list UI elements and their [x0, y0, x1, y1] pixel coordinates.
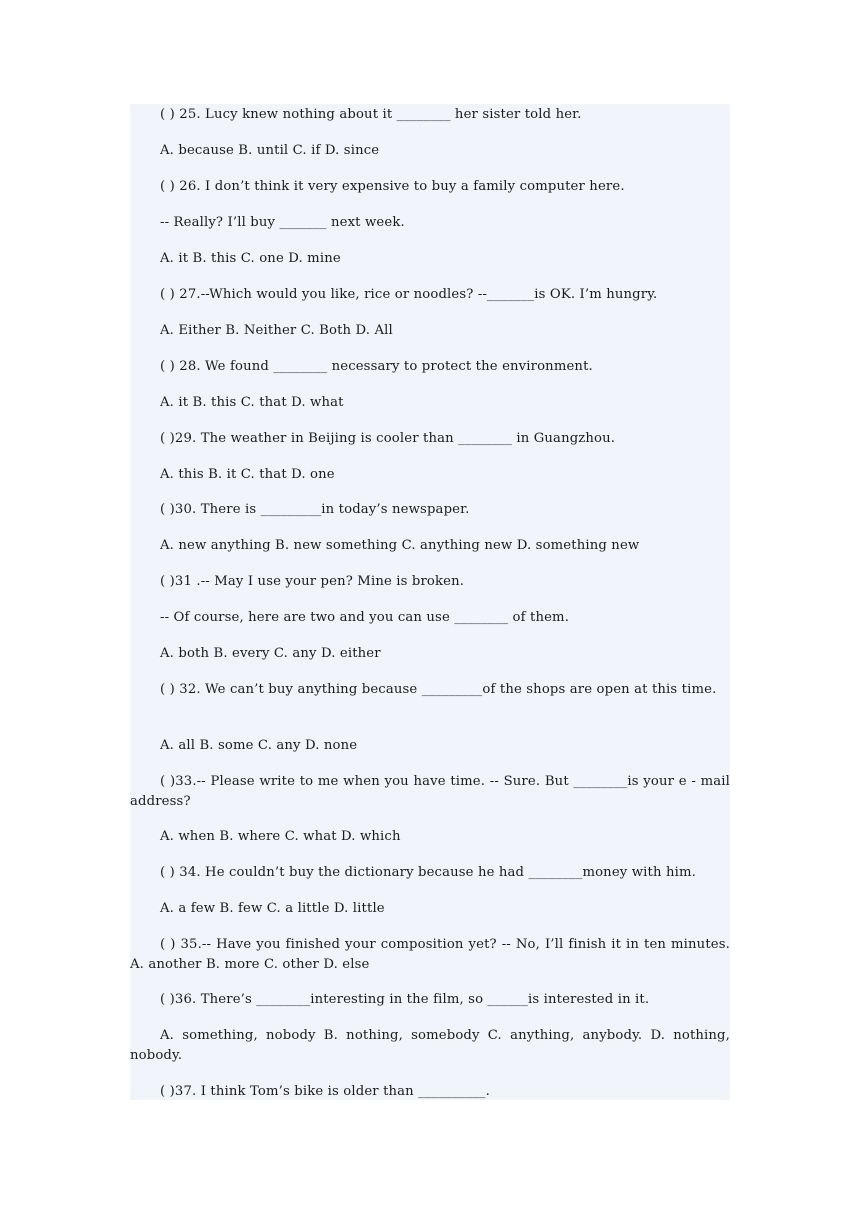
- question-25: ( ) 25. Lucy knew nothing about it ________ her sister told her.: [160, 107, 582, 122]
- question-35: ( ) 35.-- Have you finished your composition yet? -- No, I’ll finish it in ten minutes. A. another B. more C. other D. else: [130, 937, 735, 972]
- options-27: A. Either B. Neither C. Both D. All: [160, 323, 393, 338]
- question-30: ( )30. There is _________in today’s newspaper.: [160, 502, 470, 517]
- question-26: ( ) 26. I don’t think it very expensive to buy a family computer here.: [160, 179, 625, 194]
- options-34: A. a few B. few C. a little D. little: [160, 901, 385, 916]
- question-26-reply: -- Really? I’ll buy _______ next week.: [160, 215, 405, 230]
- question-31-reply: -- Of course, here are two and you can use ________ of them.: [160, 610, 570, 625]
- question-37: ( )37. I think Tom’s bike is older than __________.: [160, 1084, 490, 1099]
- question-34: ( ) 34. He couldn’t buy the dictionary because he had ________money with him.: [160, 865, 696, 880]
- options-30: A. new anything B. new something C. anything new D. something new: [160, 538, 640, 553]
- question-27: ( ) 27.--Which would you like, rice or noodles? --_______is OK. I’m hungry.: [160, 287, 658, 302]
- options-29: A. this B. it C. that D. one: [160, 467, 335, 482]
- question-29: ( )29. The weather in Beijing is cooler than ________ in Guangzhou.: [160, 431, 616, 446]
- options-33: A. when B. where C. what D. which: [160, 829, 401, 844]
- exercise-sheet: [130, 104, 735, 1100]
- options-25: A. because B. until C. if D. since: [160, 143, 380, 158]
- question-36: ( )36. There’s ________interesting in the film, so ______is interested in it.: [160, 992, 650, 1007]
- options-26: A. it B. this C. one D. mine: [160, 251, 341, 266]
- question-31: ( )31 .-- May I use your pen? Mine is broken.: [160, 574, 465, 589]
- options-31: A. both B. every C. any D. either: [160, 646, 381, 661]
- options-36: A. something, nobody B. nothing, somebody C. anything, anybody. D. nothing, nobody.: [130, 1028, 735, 1063]
- question-32: ( ) 32. We can’t buy anything because _________of the shops are open at this time.: [160, 682, 717, 697]
- question-28: ( ) 28. We found ________ necessary to protect the environment.: [160, 359, 593, 374]
- question-33: ( )33.-- Please write to me when you have time. -- Sure. But ________is your e - mail address?: [130, 774, 735, 809]
- options-28: A. it B. this C. that D. what: [160, 395, 344, 410]
- options-32: A. all B. some C. any D. none: [160, 738, 358, 753]
